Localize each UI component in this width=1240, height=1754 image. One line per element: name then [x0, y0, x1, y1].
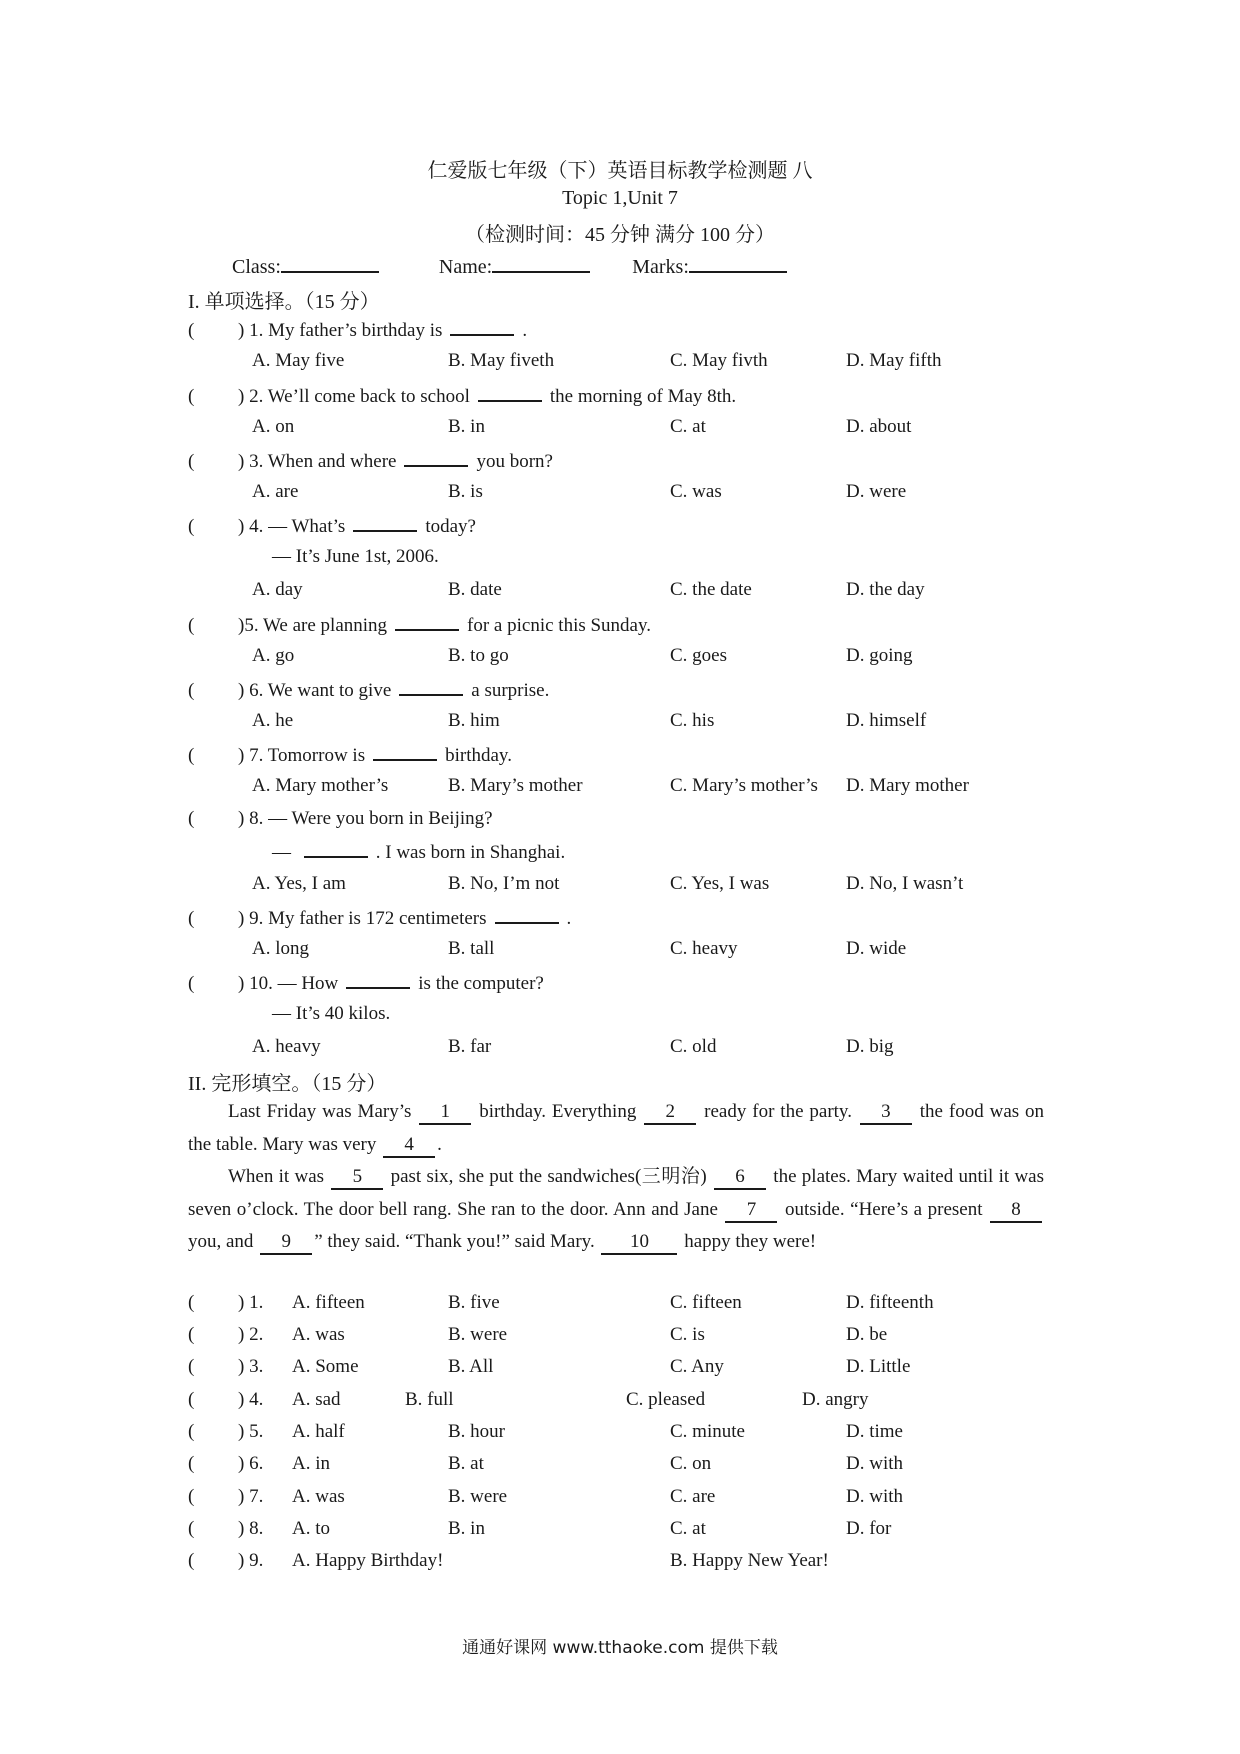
option-a[interactable]: A. was [292, 1486, 345, 1507]
option-b[interactable]: B. May fiveth [448, 350, 555, 371]
answer-bracket[interactable]: ( [188, 451, 195, 472]
option-a[interactable]: A. Happy Birthday! [292, 1550, 444, 1571]
cloze-blank[interactable]: 9 [260, 1231, 312, 1255]
option-a[interactable]: A. half [292, 1421, 345, 1442]
name-field[interactable] [492, 253, 590, 273]
question-stem: ( ) 7. Tomorrow is birthday. [188, 745, 512, 766]
footer-credit: 通通好课网 www.tthaoke.com 提供下载 [462, 1638, 778, 1658]
option-a[interactable]: A. day [252, 579, 303, 600]
cloze-blank[interactable]: 6 [714, 1166, 766, 1190]
answer-blank[interactable] [304, 840, 368, 858]
option-c[interactable]: C. at [670, 1518, 706, 1539]
question-sub-line: — It’s 40 kilos. [272, 1003, 391, 1024]
option-a[interactable]: A. on [252, 416, 295, 437]
option-c[interactable]: C. May fivth [670, 350, 768, 371]
option-d[interactable]: D. be [846, 1324, 888, 1345]
cloze-blank[interactable]: 2 [644, 1101, 696, 1125]
option-d[interactable]: D. the day [846, 579, 925, 600]
question-stem: ( ) 2. We’ll come back to school the morning of May 8th. [188, 386, 737, 407]
cloze-blank[interactable]: 3 [860, 1101, 912, 1125]
option-d[interactable]: D. fifteenth [846, 1292, 934, 1313]
answer-bracket[interactable]: ( [188, 1550, 195, 1571]
option-c[interactable]: C. old [670, 1036, 717, 1057]
option-b[interactable]: B. were [448, 1324, 508, 1345]
option-c[interactable]: C. was [670, 481, 722, 502]
section1-heading: I. 单项选择。（15 分） [188, 291, 380, 313]
cloze-blank[interactable]: 1 [419, 1101, 471, 1125]
option-a[interactable]: A. sad [292, 1389, 341, 1410]
option-a[interactable]: A. Some [292, 1356, 359, 1377]
option-c[interactable]: C. heavy [670, 938, 738, 959]
answer-bracket[interactable]: ( [188, 680, 195, 701]
answer-bracket[interactable]: ( [188, 1389, 195, 1410]
option-a[interactable]: A. was [292, 1324, 345, 1345]
answer-blank[interactable] [399, 678, 463, 696]
option-d[interactable]: D. big [846, 1036, 894, 1057]
option-c[interactable]: C. Yes, I was [670, 873, 770, 894]
option-d[interactable]: D. about [846, 416, 912, 437]
option-c[interactable]: C. the date [670, 579, 752, 600]
cloze-blank[interactable]: 7 [725, 1199, 777, 1223]
exam-title: 仁爱版七年级（下）英语目标教学检测题 八 [427, 160, 813, 182]
option-c[interactable]: C. minute [670, 1421, 745, 1442]
cloze-blank[interactable]: 5 [331, 1166, 383, 1190]
class-label: Class: [232, 256, 281, 278]
option-b[interactable]: B. All [448, 1356, 494, 1377]
question-stem: ( ) 10. — How is the computer? [188, 973, 544, 994]
answer-bracket[interactable]: ( [188, 1292, 195, 1313]
option-b[interactable]: B. Mary’s mother [448, 775, 583, 796]
question-stem: ( ) 8. — Were you born in Beijing? [188, 808, 493, 829]
option-b[interactable]: B. him [448, 710, 500, 731]
answer-bracket[interactable]: ( [188, 1453, 195, 1474]
name-label: Name: [438, 256, 493, 278]
answer-blank[interactable] [353, 514, 417, 532]
answer-blank[interactable] [346, 971, 410, 989]
option-c[interactable]: C. goes [670, 645, 727, 666]
option-b[interactable]: B. were [448, 1486, 508, 1507]
option-d[interactable]: D. wide [846, 938, 907, 959]
option-d[interactable]: D. for [846, 1518, 892, 1539]
option-a[interactable]: A. Yes, I am [252, 873, 346, 894]
option-c[interactable]: C. fifteen [670, 1292, 742, 1313]
option-a[interactable]: A. Mary mother’s [252, 775, 389, 796]
answer-bracket[interactable]: ( [188, 320, 195, 341]
option-d[interactable]: D. Mary mother [846, 775, 969, 796]
cloze-question: ( ) 1. [188, 1292, 264, 1313]
answer-bracket[interactable]: ( [188, 516, 195, 537]
option-d[interactable]: D. time [846, 1421, 903, 1442]
answer-blank[interactable] [450, 318, 514, 336]
answer-bracket[interactable]: ( [188, 615, 195, 636]
option-a[interactable]: A. in [292, 1453, 330, 1474]
option-d[interactable]: D. angry [802, 1389, 869, 1410]
question-sub-line: — It’s June 1st, 2006. [272, 546, 439, 567]
option-b[interactable]: B. No, I’m not [448, 873, 560, 894]
option-b[interactable]: B. full [405, 1389, 454, 1410]
student-info-row [232, 253, 787, 279]
option-c[interactable]: C. at [670, 416, 706, 437]
question-stem: ( ) 9. My father is 172 centimeters . [188, 908, 572, 929]
answer-bracket[interactable]: ( [188, 386, 195, 407]
option-b[interactable]: B. to go [448, 645, 509, 666]
option-c[interactable]: C. is [670, 1324, 705, 1345]
marks-field[interactable] [689, 253, 787, 273]
question-stem: ( )5. We are planning for a picnic this Sunday. [188, 615, 652, 636]
question-stem: ( ) 3. When and where you born? [188, 451, 553, 472]
cloze-blank[interactable]: 4 [383, 1134, 435, 1158]
answer-blank[interactable] [395, 613, 459, 631]
option-a[interactable]: A. long [252, 938, 309, 959]
answer-bracket[interactable]: ( [188, 745, 195, 766]
option-c[interactable]: C. on [670, 1453, 712, 1474]
answer-bracket[interactable]: ( [188, 1421, 195, 1442]
option-d[interactable]: D. May fifth [846, 350, 942, 371]
cloze-question: ( ) 4. [188, 1389, 264, 1410]
cloze-question: ( ) 7. [188, 1486, 264, 1507]
class-field[interactable] [281, 253, 379, 273]
option-a[interactable]: A. go [252, 645, 295, 666]
option-a[interactable]: A. to [292, 1518, 330, 1539]
cloze-passage: Last Friday was Mary’s 1 birthday. Everything 2 ready for the party. 3 the food was on the table. Mary was very 4 . When it was 5 past six, she put the sandwiches(三明治) 6 the plates. Mary waited until it was seven o’clock. The door bell rang. She ran to the door. Ann and Jane 7 outside. “Here’s a present 8 you, and 9 ” they said. “Thank you!” said Mary. 10 happy they were! [188, 1096, 1044, 1259]
option-a[interactable]: A. are [252, 481, 299, 502]
option-c[interactable]: C. Any [670, 1356, 724, 1377]
option-b[interactable]: B. is [448, 481, 483, 502]
option-d[interactable]: D. were [846, 481, 907, 502]
answer-bracket[interactable]: ( [188, 1324, 195, 1345]
option-d[interactable]: D. with [846, 1453, 903, 1474]
cloze-question: ( ) 2. [188, 1324, 264, 1345]
cloze-question: ( ) 5. [188, 1421, 264, 1442]
option-c[interactable]: C. Mary’s mother’s [670, 775, 818, 796]
cloze-question: ( ) 3. [188, 1356, 264, 1377]
option-b[interactable]: B. date [448, 579, 502, 600]
option-d[interactable]: D. with [846, 1486, 903, 1507]
cloze-question: ( ) 6. [188, 1453, 264, 1474]
option-b[interactable]: B. five [448, 1292, 500, 1313]
answer-bracket[interactable]: ( [188, 908, 195, 929]
answer-blank[interactable] [404, 449, 468, 467]
option-a[interactable]: A. May five [252, 350, 345, 371]
option-c[interactable]: C. his [670, 710, 715, 731]
option-a[interactable]: A. fifteen [292, 1292, 365, 1313]
cloze-question: ( ) 9. [188, 1550, 264, 1571]
option-c[interactable]: C. are [670, 1486, 716, 1507]
answer-bracket[interactable]: ( [188, 973, 195, 994]
question-stem: ( ) 6. We want to give a surprise. [188, 680, 550, 701]
option-b[interactable]: B. hour [448, 1421, 505, 1442]
question-stem: ( ) 4. — What’s today? [188, 516, 476, 537]
cloze-question: ( ) 8. [188, 1518, 264, 1539]
option-b[interactable]: B. at [448, 1453, 484, 1474]
answer-bracket[interactable]: ( [188, 1486, 195, 1507]
exam-time: （检测时间：45 分钟 满分 100 分） [465, 224, 775, 246]
option-d[interactable]: D. himself [846, 710, 927, 731]
answer-blank[interactable] [478, 384, 542, 402]
option-d[interactable]: D. No, I wasn’t [846, 873, 964, 894]
answer-bracket[interactable]: ( [188, 1356, 195, 1377]
exam-topic: Topic 1,Unit 7 [562, 187, 678, 209]
question-sub-line: — . I was born in Shanghai. [272, 842, 566, 863]
answer-bracket[interactable]: ( [188, 808, 195, 829]
answer-bracket[interactable]: ( [188, 1518, 195, 1539]
cloze-blank[interactable]: 8 [990, 1199, 1042, 1223]
option-b[interactable]: B. in [448, 1518, 485, 1539]
option-a[interactable]: A. he [252, 710, 294, 731]
question-stem: ( ) 1. My father’s birthday is . [188, 320, 528, 341]
marks-label: Marks: [632, 256, 689, 278]
option-b[interactable]: B. tall [448, 938, 495, 959]
answer-blank[interactable] [495, 906, 559, 924]
option-b[interactable]: B. Happy New Year! [670, 1550, 829, 1571]
option-d[interactable]: D. going [846, 645, 913, 666]
section2-heading: II. 完形填空。（15 分） [188, 1073, 387, 1095]
option-d[interactable]: D. Little [846, 1356, 911, 1377]
option-b[interactable]: B. in [448, 416, 485, 437]
option-a[interactable]: A. heavy [252, 1036, 321, 1057]
option-b[interactable]: B. far [448, 1036, 492, 1057]
answer-blank[interactable] [373, 743, 437, 761]
option-c[interactable]: C. pleased [626, 1389, 706, 1410]
cloze-blank[interactable]: 10 [601, 1231, 677, 1255]
